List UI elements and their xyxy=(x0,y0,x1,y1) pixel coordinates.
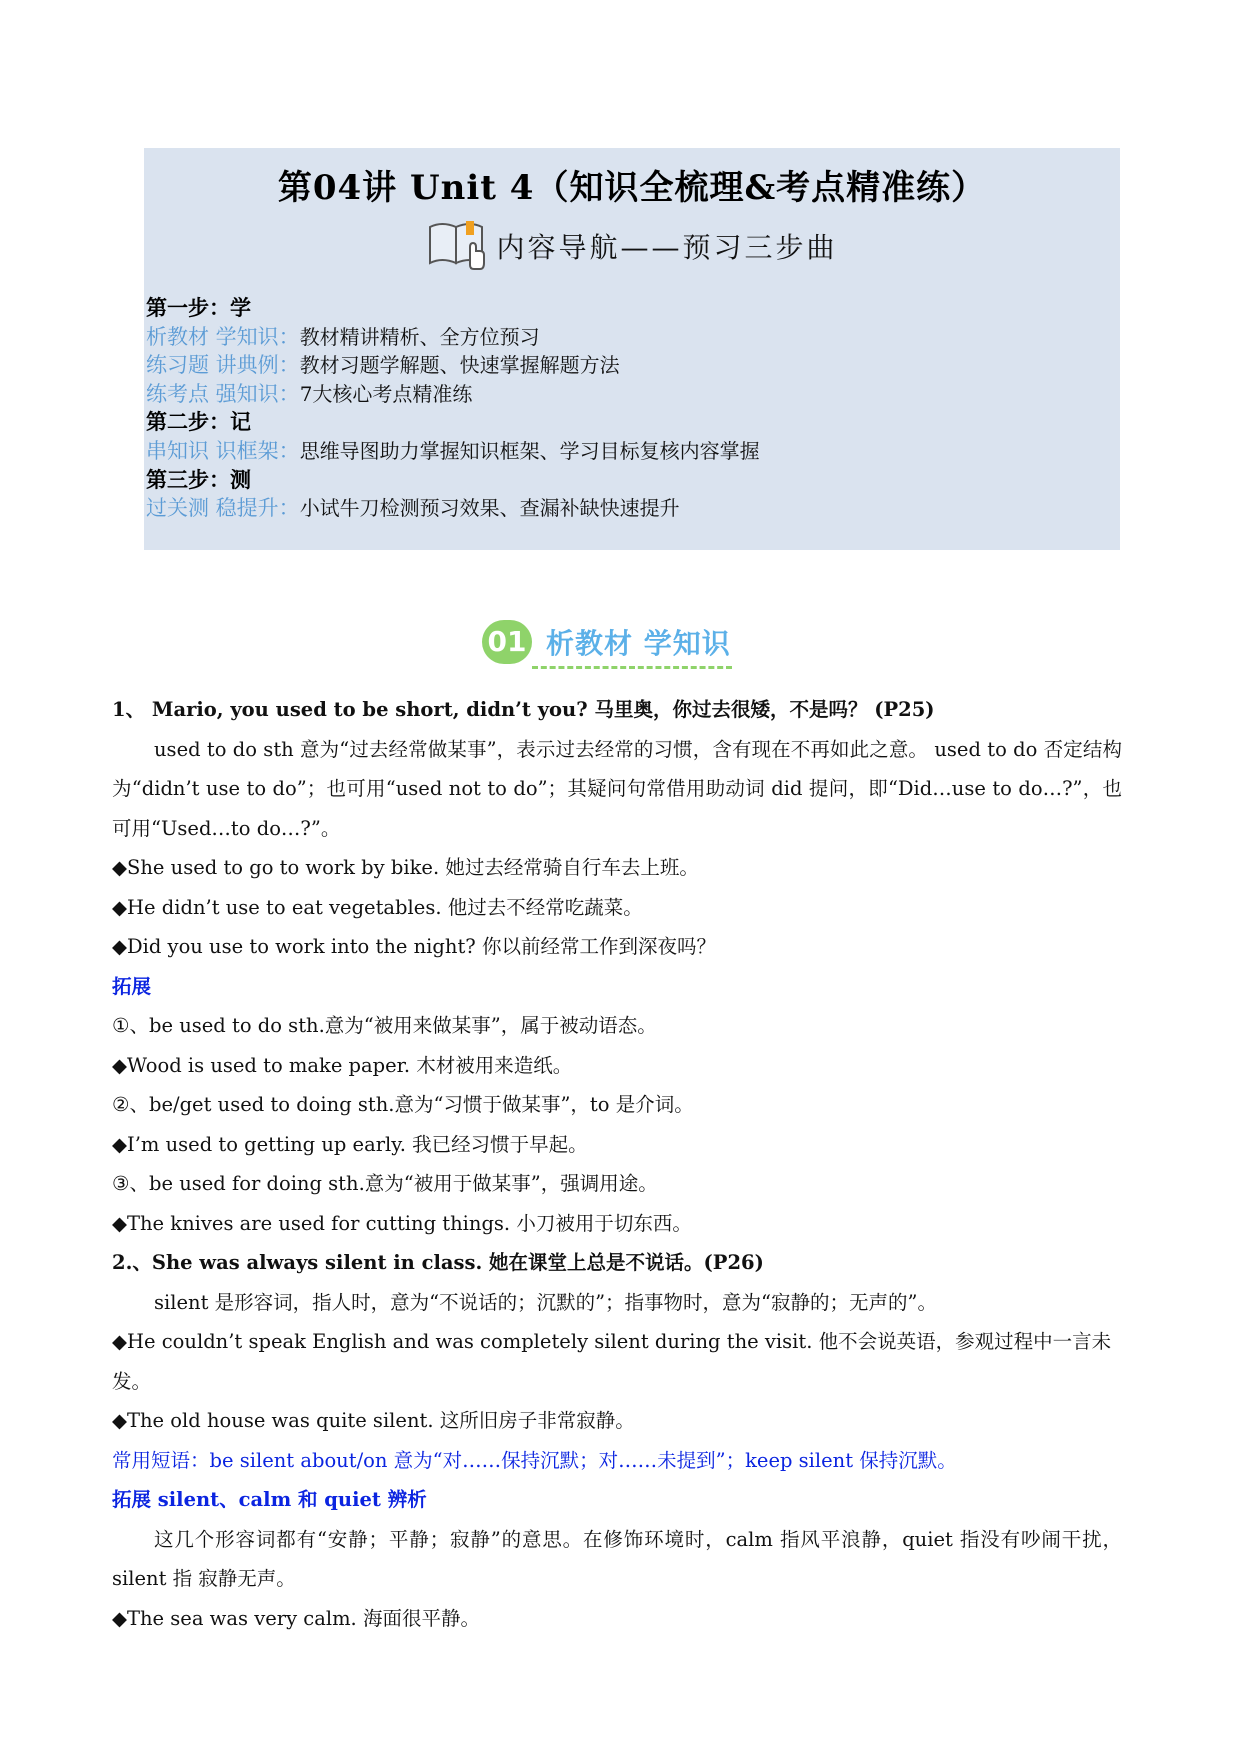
example-sentence: ◆He couldn’t speak English and was completely silent during the visit. 他不会说英语，参观过程中一言未发。 xyxy=(112,1330,1112,1393)
compare-explanation: 这几个形容词都有“安静；平静；寂静”的意思。在修饰环境时，calm 指风平浪静，quiet 指没有吵闹干扰，silent 指 寂静无声。 xyxy=(112,1527,1122,1590)
book-pointer-icon xyxy=(426,217,488,275)
section-underline xyxy=(532,666,732,669)
step-label: 过关测 稳提升： xyxy=(146,496,300,521)
step-label: 析教材 学知识： xyxy=(146,324,300,349)
item2-explanation: silent 是形容词，指人时，意为“不说话的；沉默的”；指事物时，意为“寂静的；无声的”。 xyxy=(154,1290,937,1314)
step-desc: 教材精讲精析、全方位预习 xyxy=(299,324,540,349)
common-phrase-note: 常用短语：be silent about/on 意为“对……保持沉默；对……未提到”；keep silent 保持沉默。 xyxy=(112,1448,957,1472)
compare-label: 拓展 silent、calm 和 quiet 辨析 xyxy=(112,1488,427,1511)
item2-heading: 2.、She was always silent in class. 她在课堂上总是不说话。(P26) xyxy=(112,1251,764,1274)
steps-list xyxy=(146,294,760,523)
example-sentence: ◆The sea was very calm. 海面很平静。 xyxy=(112,1606,480,1630)
example-sentence: ◆The knives are used for cutting things. 小刀被用于切东西。 xyxy=(112,1211,692,1235)
nav-title: 内容导航——预习三步曲 xyxy=(496,231,838,264)
extension-item: ③、be used for doing sth.意为“被用于做某事”，强调用途。 xyxy=(112,1172,658,1195)
step-2-title: 第二步：记 xyxy=(146,409,251,435)
step-desc: 小试牛刀检测预习效果、查漏补缺快速提升 xyxy=(299,496,680,521)
step-label: 练习题 讲典例： xyxy=(146,353,300,378)
step-3-title: 第三步：测 xyxy=(146,466,251,492)
example-sentence: ◆Wood is used to make paper. 木材被用来造纸。 xyxy=(112,1053,573,1077)
section-title: 析教材 学知识 xyxy=(546,627,731,660)
step-1-title: 第一步：学 xyxy=(146,295,251,320)
step-row xyxy=(146,323,760,352)
extension-item: ①、be used to do sth.意为“被用来做某事”，属于被动语态。 xyxy=(112,1014,657,1037)
item1-heading: 1、 Mario, you used to be short, didn’t you? 马里奥，你过去很矮，不是吗？ (P25) xyxy=(112,698,935,721)
example-sentence: ◆Did you use to work into the night? 你以前经常工作到深夜吗？ xyxy=(112,935,716,958)
step-desc: 教材习题学解题、快速掌握解题方法 xyxy=(299,353,620,378)
example-sentence: ◆The old house was quite silent. 这所旧房子非常寂静。 xyxy=(112,1409,635,1432)
step-row xyxy=(146,494,760,523)
step-label: 串知识 识框架： xyxy=(146,438,300,463)
section-number: 01 xyxy=(482,620,532,664)
section-badge xyxy=(480,618,750,676)
step-desc: 思维导图助力掌握知识框架、学习目标复核内容掌握 xyxy=(299,438,760,463)
step-row xyxy=(146,380,760,409)
header-box xyxy=(144,148,1120,550)
example-sentence: ◆She used to go to work by bike. 她过去经常骑自行车去上班。 xyxy=(112,856,699,879)
step-row xyxy=(146,437,760,466)
step-desc: 7大核心考点精准练 xyxy=(299,381,473,406)
extension-label: 拓展 xyxy=(112,974,152,998)
extension-item: ②、be/get used to doing sth.意为“习惯于做某事”，to 是介词。 xyxy=(112,1093,694,1116)
content-body xyxy=(112,690,1122,1638)
item1-explanation: used to do sth 意为“过去经常做某事”，表示过去经常的习惯，含有现在不再如此之意。 used to do 否定结构为“didn’t use to do”；也可用“used not to do”；其疑问句常借用助动词 did 提问，即“Did…use to do…?”，也可用“Used…to do…?”。 xyxy=(112,737,1122,840)
example-sentence: ◆He didn’t use to eat vegetables. 他过去不经常吃蔬菜。 xyxy=(112,895,643,919)
step-row xyxy=(146,351,760,380)
content-nav xyxy=(144,218,1120,274)
lesson-title: 第04讲 Unit 4（知识全梳理&考点精准练） xyxy=(277,168,987,208)
step-label: 练考点 强知识： xyxy=(146,381,300,406)
example-sentence: ◆I’m used to getting up early. 我已经习惯于早起。 xyxy=(112,1132,588,1156)
